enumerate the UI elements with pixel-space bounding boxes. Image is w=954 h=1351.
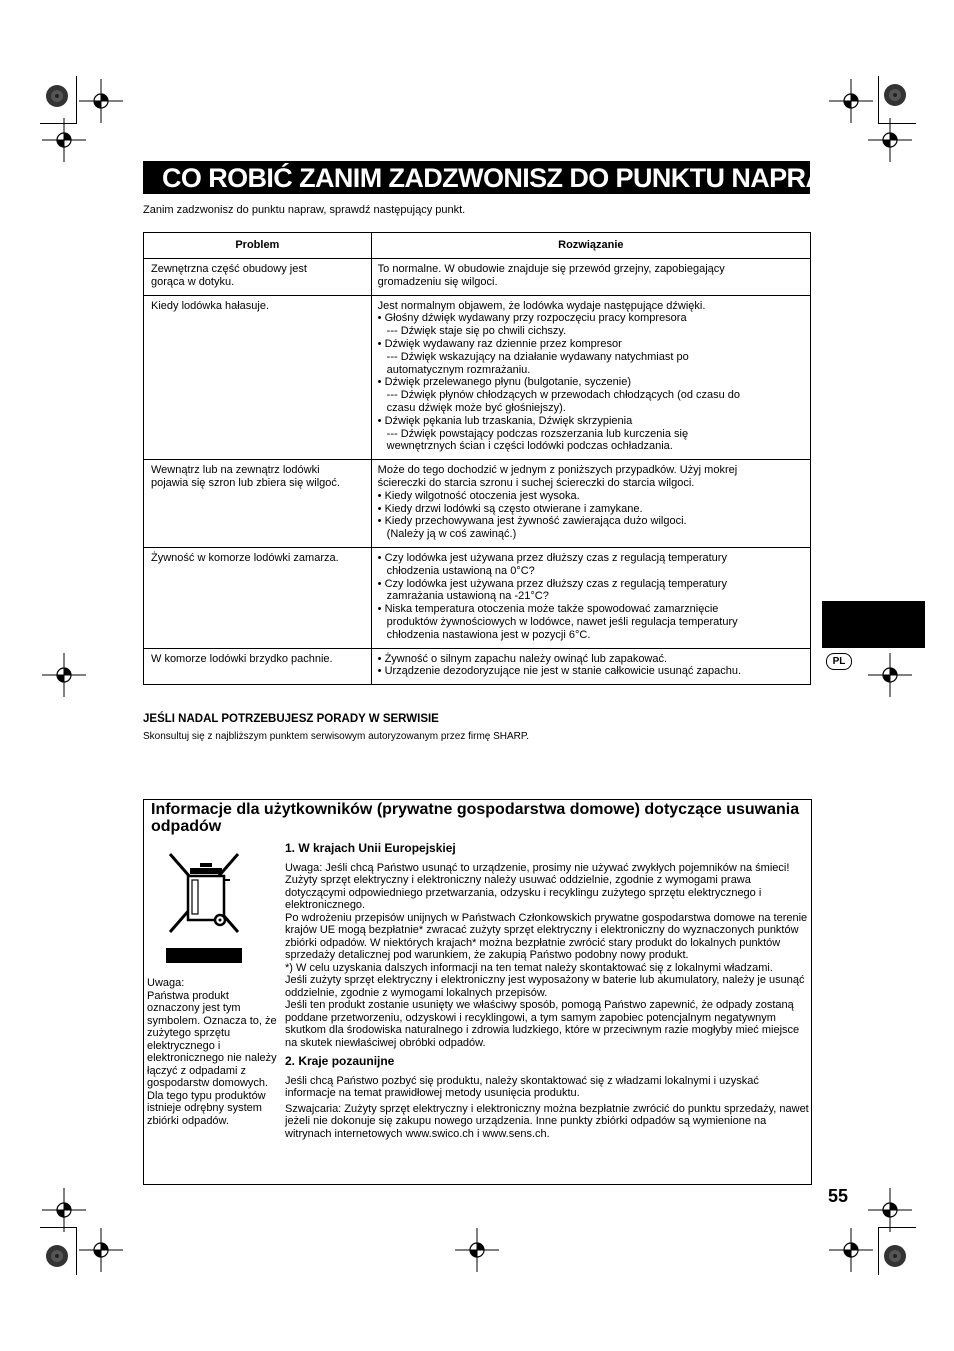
solution-text: --- Dźwięk staje się po chwili cichszy. xyxy=(386,325,567,338)
eu-paragraph: Zużyty sprzęt elektryczny i elektroniczny należy usuwać oddzielnie, zgodnie z wymogami prawa dotyczącymi odpowiedniego przetwarzania, odzysku i recyklingu zużytego sprzętu elektrycznego i elektronicznego. xyxy=(285,874,762,911)
problem-cell xyxy=(144,295,372,460)
color-target-icon xyxy=(45,84,69,113)
solution-bullet: • Czy lodówka jest używana przez dłuższy czas z regulacją temperatury xyxy=(377,577,727,590)
crosshair-mark-icon xyxy=(829,79,873,128)
intro-text: Zanim zadzwonisz do punktu napraw, sprawdź następujący punkt. xyxy=(143,204,466,216)
language-badge: PL xyxy=(826,653,852,670)
crosshair-mark-icon xyxy=(455,1228,499,1277)
problem-text: gorąca w dotyku. xyxy=(151,275,235,288)
disposal-title: Informacje dla użytkowników (prywatne gospodarstwa domowe) dotyczące usuwania odpadów xyxy=(151,801,800,835)
solution-text: produktów żywnościowych w lodówce, nawet jeśli regulacja temperatury xyxy=(386,615,738,628)
solution-text: Może do tego dochodzić w jednym z poniższych przypadków. Użyj mokrej xyxy=(377,464,738,477)
crop-line xyxy=(76,1227,77,1275)
table-row xyxy=(144,259,811,296)
solution-text: --- Dźwięk wskazujący na działanie wydawany natychmiast po xyxy=(386,350,689,363)
crop-line xyxy=(878,123,916,124)
solution-bullet: • Niska temperatura otoczenia może także spowodować zamarznięcie xyxy=(377,603,719,616)
color-target-icon xyxy=(883,1244,907,1273)
solution-bullet: • Kiedy drzwi lodówki są często otwierane i zamykane. xyxy=(377,502,643,515)
problem-text: Wewnątrz lub na zewnątrz lodówki xyxy=(151,464,320,477)
solution-bullet: • Dźwięk wydawany raz dziennie przez kompresor xyxy=(377,337,622,350)
table-row xyxy=(144,648,811,685)
solution-text: automatycznym rozmrażaniu. xyxy=(386,363,531,376)
solution-cell xyxy=(371,648,810,685)
solution-text: chłodzenia ustawioną na 0°C? xyxy=(386,564,535,577)
color-target-icon xyxy=(45,1244,69,1273)
eu-paragraph: Jeśli ten produkt zostanie usunięty we właściwy sposób, pomogą Państwo zapewnić, że odpady zostaną poddane przetworzeniu, odzyskowi i recyklingowi, a tym samym zapobiec potencjalnym negatywnym skutkom dla środowiska naturalnego i zdrowia ludzkiego, które w przeciwnym razie mogłyby mieć miejsce na skutek niewłaściwej obróbki odpadów. xyxy=(285,999,800,1049)
solution-text: --- Dźwięk płynów chłodzących w przewodach chłodzących (od czasu do xyxy=(386,389,741,402)
crop-line xyxy=(40,123,76,124)
solution-bullet: • Żywność o silnym zapachu należy owinąć lub zapakować. xyxy=(377,652,668,665)
solution-cell xyxy=(371,547,810,648)
crosshair-mark-icon xyxy=(868,118,912,167)
crop-line xyxy=(76,76,77,124)
eu-paragraph: Po wdrożeniu przepisów unijnych w Państwach Członkowskich prywatne gospodarstwa domowe na terenie krajów UE mogą bezpłatnie* zwracać zużyty sprzęt elektryczny i elektroniczny do wyznaczonych punktów zbiórki odpadów. W niektórych krajach* można bezpłatnie zwrócić stary produkt do lokalnych punktów sprzedaży detalicznej pod warunkiem, że zakupią Państwo podobny nowy produkt. xyxy=(285,911,808,961)
advice-heading: JEŚLI NADAL POTRZEBUJESZ PORADY W SERWISIE xyxy=(143,713,439,725)
problem-cell xyxy=(144,648,372,685)
solution-cell xyxy=(371,259,810,296)
crossed-out-wheelie-bin-icon xyxy=(166,850,244,965)
advice-text: Skonsultuj się z najbliższym punktem serwisowym autoryzowanym przez firmę SHARP. xyxy=(143,731,530,742)
solution-text: chłodzenia nastawiona jest w pozycji 6°C. xyxy=(386,628,591,641)
solution-text: gromadzeniu się wilgoci. xyxy=(377,275,498,288)
solution-cell xyxy=(371,460,810,548)
crosshair-mark-icon xyxy=(42,1188,86,1237)
solution-bullet: • Głośny dźwięk wydawany przy rozpoczęciu pracy kompresora xyxy=(377,312,687,325)
symbol-note-text: Uwaga: Państwa produkt oznaczony jest tym symbolem. Oznacza to, że zużytego sprzętu elektrycznego i elektronicznego nie należy łączyć z odpadami z gospodarstw domowych. Dla tego typu produktów istnieje odrębny system zbiórki odpadów. xyxy=(147,977,277,1127)
non-eu-paragraph: Szwajcaria: Zużyty sprzęt elektryczny i elektroniczny można bezpłatnie zwrócić do punktu sprzedaży, nawet jeżeli nie dokonuje się zakupu nowego urządzenia. Inne punkty zbiórki odpadów są wymienione na witrynach internetowych www.swico.ch i www.sens.ch. xyxy=(285,1102,809,1140)
eu-paragraph: *) W celu uzyskania dalszych informacji na ten temat należy skontaktować się z lokalnymi władzami. xyxy=(285,961,773,974)
crosshair-mark-icon xyxy=(42,118,86,167)
solution-bullet: • Urządzenie dezodoryzujące nie jest w stanie całkowicie usunąć zapachu. xyxy=(377,665,742,678)
disposal-main-text xyxy=(285,842,810,1140)
solution-text: To normalne. W obudowie znajduje się przewód grzejny, zapobiegający xyxy=(377,263,725,275)
problem-text: Żywność w komorze lodówki zamarza. xyxy=(151,551,339,564)
solution-bullet: • Dźwięk przelewanego płynu (bulgotanie, syczenie) xyxy=(377,376,631,389)
solution-text: ściereczki do starcia szronu i suchej ściereczki do starcia wilgoci. xyxy=(377,476,695,489)
solution-text: Jest normalnym objawem, że lodówka wydaje następujące dźwięki. xyxy=(377,299,706,312)
problem-text: W komorze lodówki brzydko pachnie. xyxy=(151,652,333,665)
color-target-icon xyxy=(883,83,907,112)
troubleshooting-table xyxy=(143,232,811,685)
crosshair-mark-icon xyxy=(42,653,86,702)
crop-line xyxy=(878,1227,879,1275)
eu-section-heading: 1. W krajach Unii Europejskiej xyxy=(285,841,456,855)
table-row xyxy=(144,460,811,548)
solution-text: wewnętrznych ścian i części lodówki podczas ochładzania. xyxy=(386,440,673,453)
problem-cell xyxy=(144,259,372,296)
table-row xyxy=(144,547,811,648)
page-title: CO ROBIĆ ZANIM ZADZWONISZ DO PUNKTU NAPRAW xyxy=(162,163,848,193)
solution-bullet: • Dźwięk pękania lub trzaskania, Dźwięk skrzypienia xyxy=(377,414,633,427)
crop-line xyxy=(878,76,879,124)
language-tab xyxy=(822,601,925,648)
solution-text: (Należy ją w coś zawinąć.) xyxy=(386,528,517,541)
table-row xyxy=(144,295,811,460)
solution-bullet: • Czy lodówka jest używana przez dłuższy czas z regulacją temperatury xyxy=(377,551,727,564)
solution-bullet: • Kiedy wilgotność otoczenia jest wysoka. xyxy=(377,489,580,502)
solution-text: --- Dźwięk powstający podczas rozszerzania lub kurczenia się xyxy=(386,427,689,440)
non-eu-paragraph: Jeśli chcą Państwo pozbyć się produktu, należy skontaktować się z władzami lokalnymi i uzyskać informacje na temat prawidłowej metody usunięcia produktu. xyxy=(285,1074,759,1099)
header-problem: Problem xyxy=(144,233,372,259)
header-solution: Rozwiązanie xyxy=(371,233,810,259)
eu-paragraph: Jeśli zużyty sprzęt elektryczny i elektroniczny jest wyposażony w baterie lub akumulatory, należy je usunąć oddzielnie, zgodnie z wymogami lokalnych przepisów. xyxy=(285,974,805,999)
problem-cell xyxy=(144,460,372,548)
crosshair-mark-icon xyxy=(868,653,912,702)
solution-text: czasu dźwięk może być głośniejszy). xyxy=(386,401,566,414)
table-header-row xyxy=(144,233,811,259)
crosshair-mark-icon xyxy=(829,1228,873,1277)
problem-text: Kiedy lodówka hałasuje. xyxy=(151,299,270,312)
crop-line xyxy=(878,1227,916,1228)
solution-cell xyxy=(371,295,810,460)
problem-text: pojawia się szron lub zbiera się wilgoć. xyxy=(151,476,340,489)
crosshair-mark-icon xyxy=(868,1188,912,1237)
problem-text: Zewnętrzna część obudowy jest xyxy=(151,263,307,275)
crop-line xyxy=(40,1227,76,1228)
non-eu-section-heading: 2. Kraje pozaunijne xyxy=(285,1054,395,1068)
solution-bullet: • Kiedy przechowywana jest żywność zawierająca dużo wilgoci. xyxy=(377,515,687,528)
symbol-note xyxy=(147,977,277,1127)
problem-cell xyxy=(144,547,372,648)
eu-paragraph: Uwaga: Jeśli chcą Państwo usunąć to urządzenie, prosimy nie używać zwykłych pojemników na śmieci! xyxy=(285,861,790,874)
page-number: 55 xyxy=(828,1186,849,1206)
solution-text: zamrażania ustawioną na -21°C? xyxy=(386,590,549,603)
